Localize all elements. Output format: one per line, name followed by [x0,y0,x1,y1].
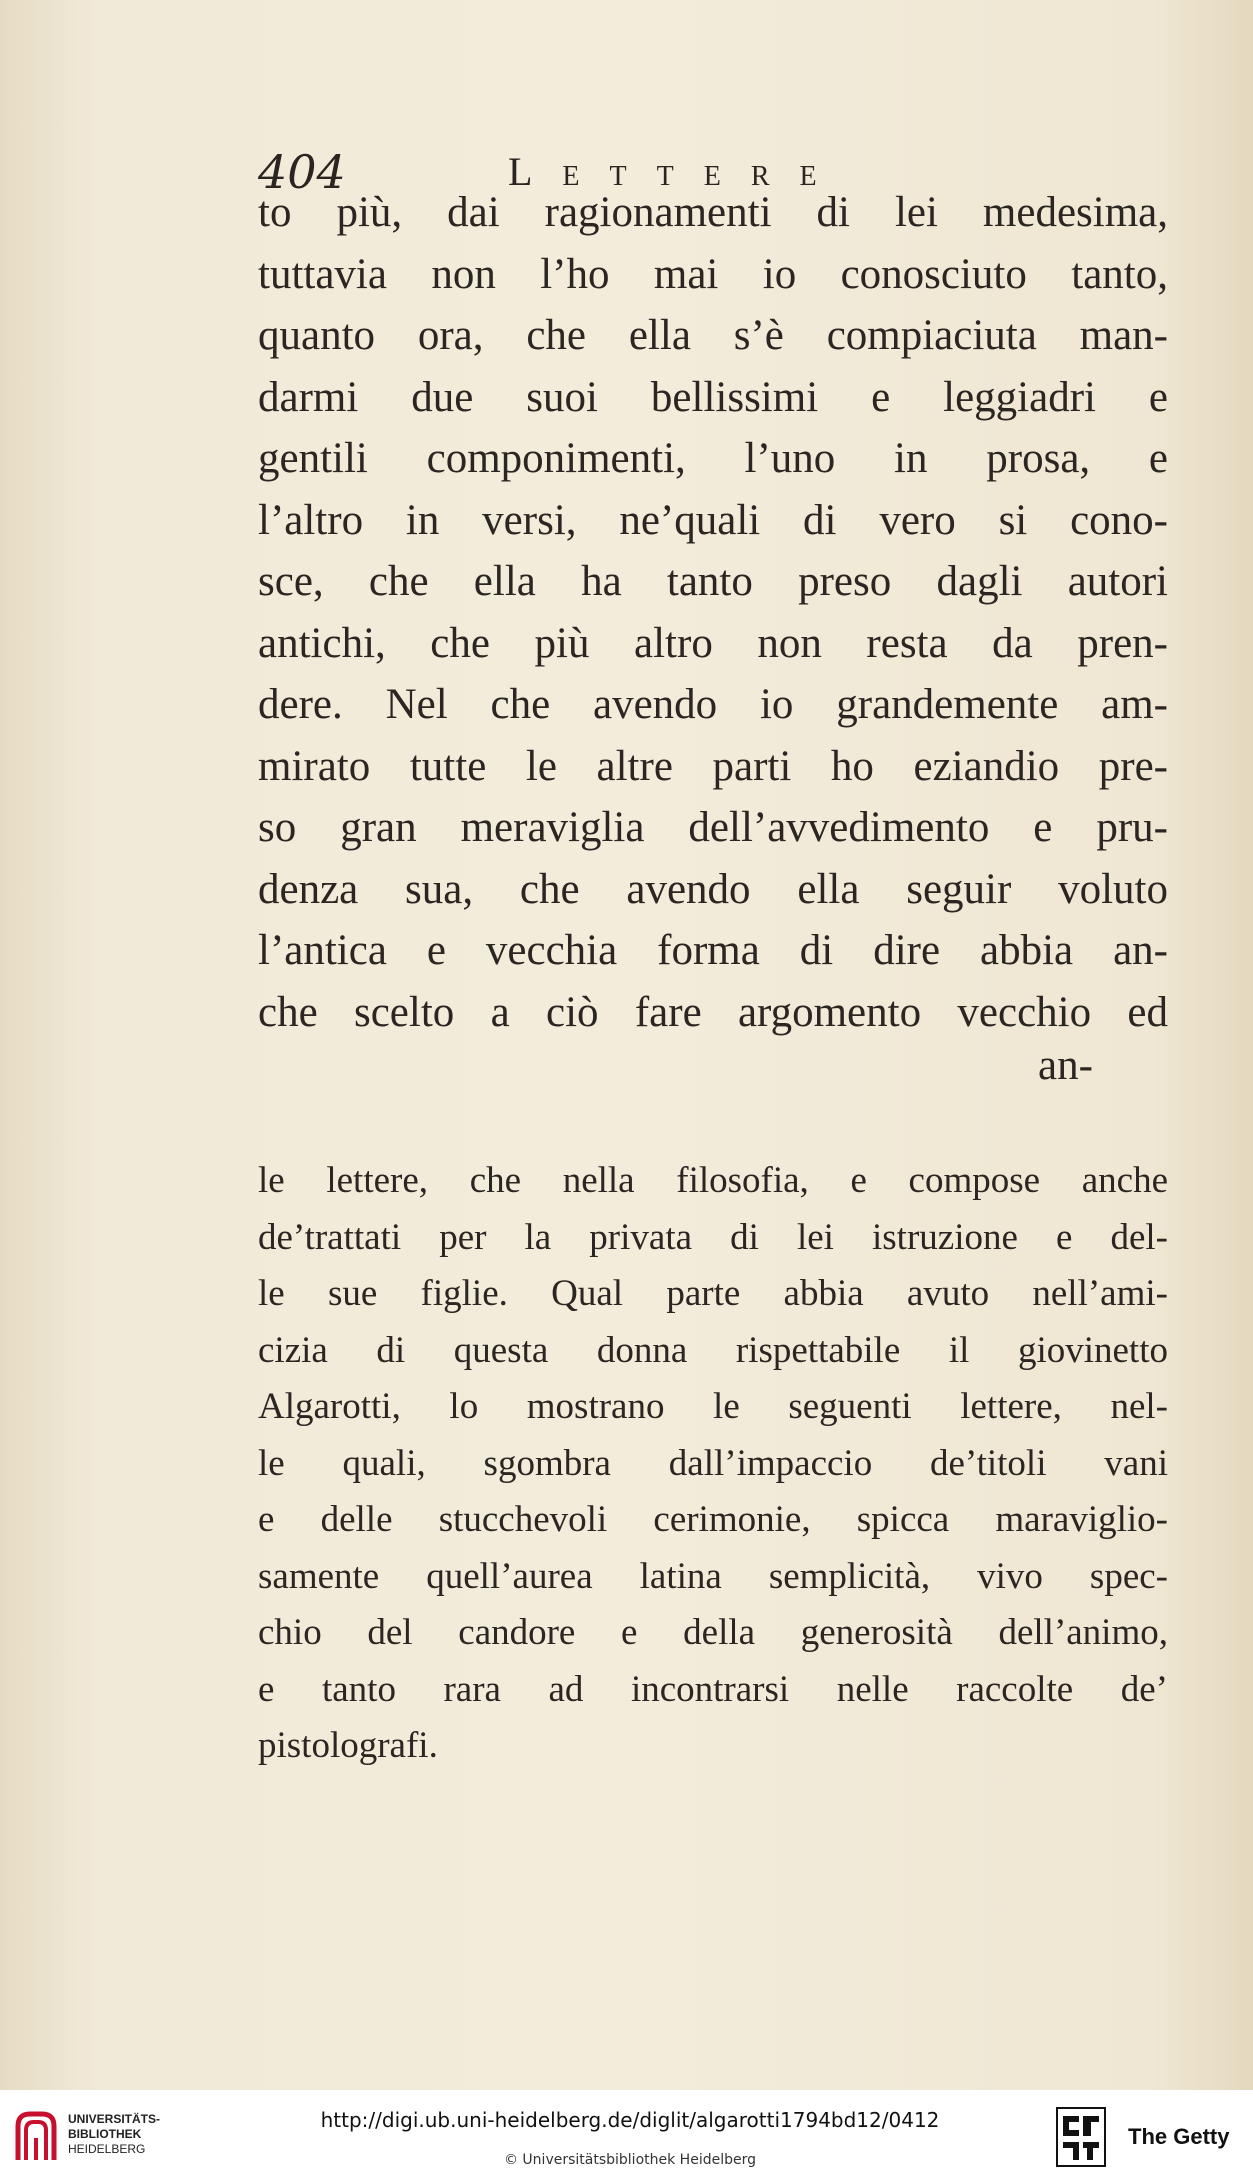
page-number: 404 [258,145,346,199]
permalink-url[interactable]: http://digi.ub.uni-heidelberg.de/diglit/algarotti1794bd12/0412 [320,2108,940,2132]
text-line: che scelto a ciò fare argomento vecchio ed [258,988,1168,1036]
note-line: chio del candore e della generosità dell’animo, [258,1612,1168,1653]
library-name-line: BIBLIOTHEK [68,2127,142,2141]
text-line: so gran meraviglia dell’avvedimento e pru- [258,804,1168,851]
getty-label: The Getty [1128,2124,1230,2149]
note-line: e tanto rara ad incontrarsi nelle raccolte de’ [258,1668,1168,1710]
text-line: denza sua, che avendo ella seguir voluto [258,865,1168,913]
text-line: antichi, che più altro non resta da pren- [258,619,1168,667]
note-line: Algarotti, lo mostrano le seguenti lettere, nel- [258,1386,1168,1427]
running-head-title: Lettere [508,149,847,194]
text-line: mirato tutte le altre parti ho eziandio pre- [258,742,1168,790]
text-line: l’altro in versi, ne’quali di vero si cono- [258,496,1168,544]
text-line: tuttavia non l’ho mai io conosciuto tanto, [258,250,1168,298]
letter-text [258,182,1168,1043]
copyright-notice: © Universitätsbibliothek Heidelberg [503,2152,756,2168]
text-line: darmi due suoi bellissimi e leggiadri e [258,373,1168,421]
library-name-line: UNIVERSITÄTS- [68,2112,161,2126]
note-line: le sue figlie. Qual parte abbia avuto nell’ami- [258,1273,1168,1314]
note-line: samente quell’aurea latina semplicità, vivo spec- [258,1555,1168,1597]
text-line: dere. Nel che avendo io grandemente am- [258,681,1168,728]
library-name [68,2112,160,2157]
footer-bar [0,2090,1253,2183]
note-line: le lettere, che nella filosofia, e compose anche [258,1160,1168,1201]
note-line: de’trattati per la privata di lei istruzione e del- [258,1216,1168,1258]
text-line: l’antica e vecchia forma di dire abbia an- [258,927,1168,974]
note-line: pistolografi. [258,1725,438,1766]
note-line: cizia di questa donna rispettabile il giovinetto [258,1329,1168,1371]
text-line: gentili componimenti, l’uno in prosa, e [258,435,1168,482]
note-line: e delle stucchevoli cerimonie, spicca maraviglio- [258,1499,1168,1540]
getty-logo-icon [1055,2106,1107,2168]
library-name-line: HEIDELBERG [68,2142,146,2156]
catchword: an- [1038,1042,1093,1089]
text-line: to più, dai ragionamenti di lei medesima, [258,189,1168,236]
university-library-logo-icon [12,2108,60,2164]
note-line: le quali, sgombra dall’impaccio de’titoli vani [258,1442,1168,1484]
text-line: sce, che ella ha tanto preso dagli autori [258,558,1168,605]
note-text [258,1153,1168,1775]
text-line: quanto ora, che ella s’è compiaciuta man- [258,312,1168,359]
